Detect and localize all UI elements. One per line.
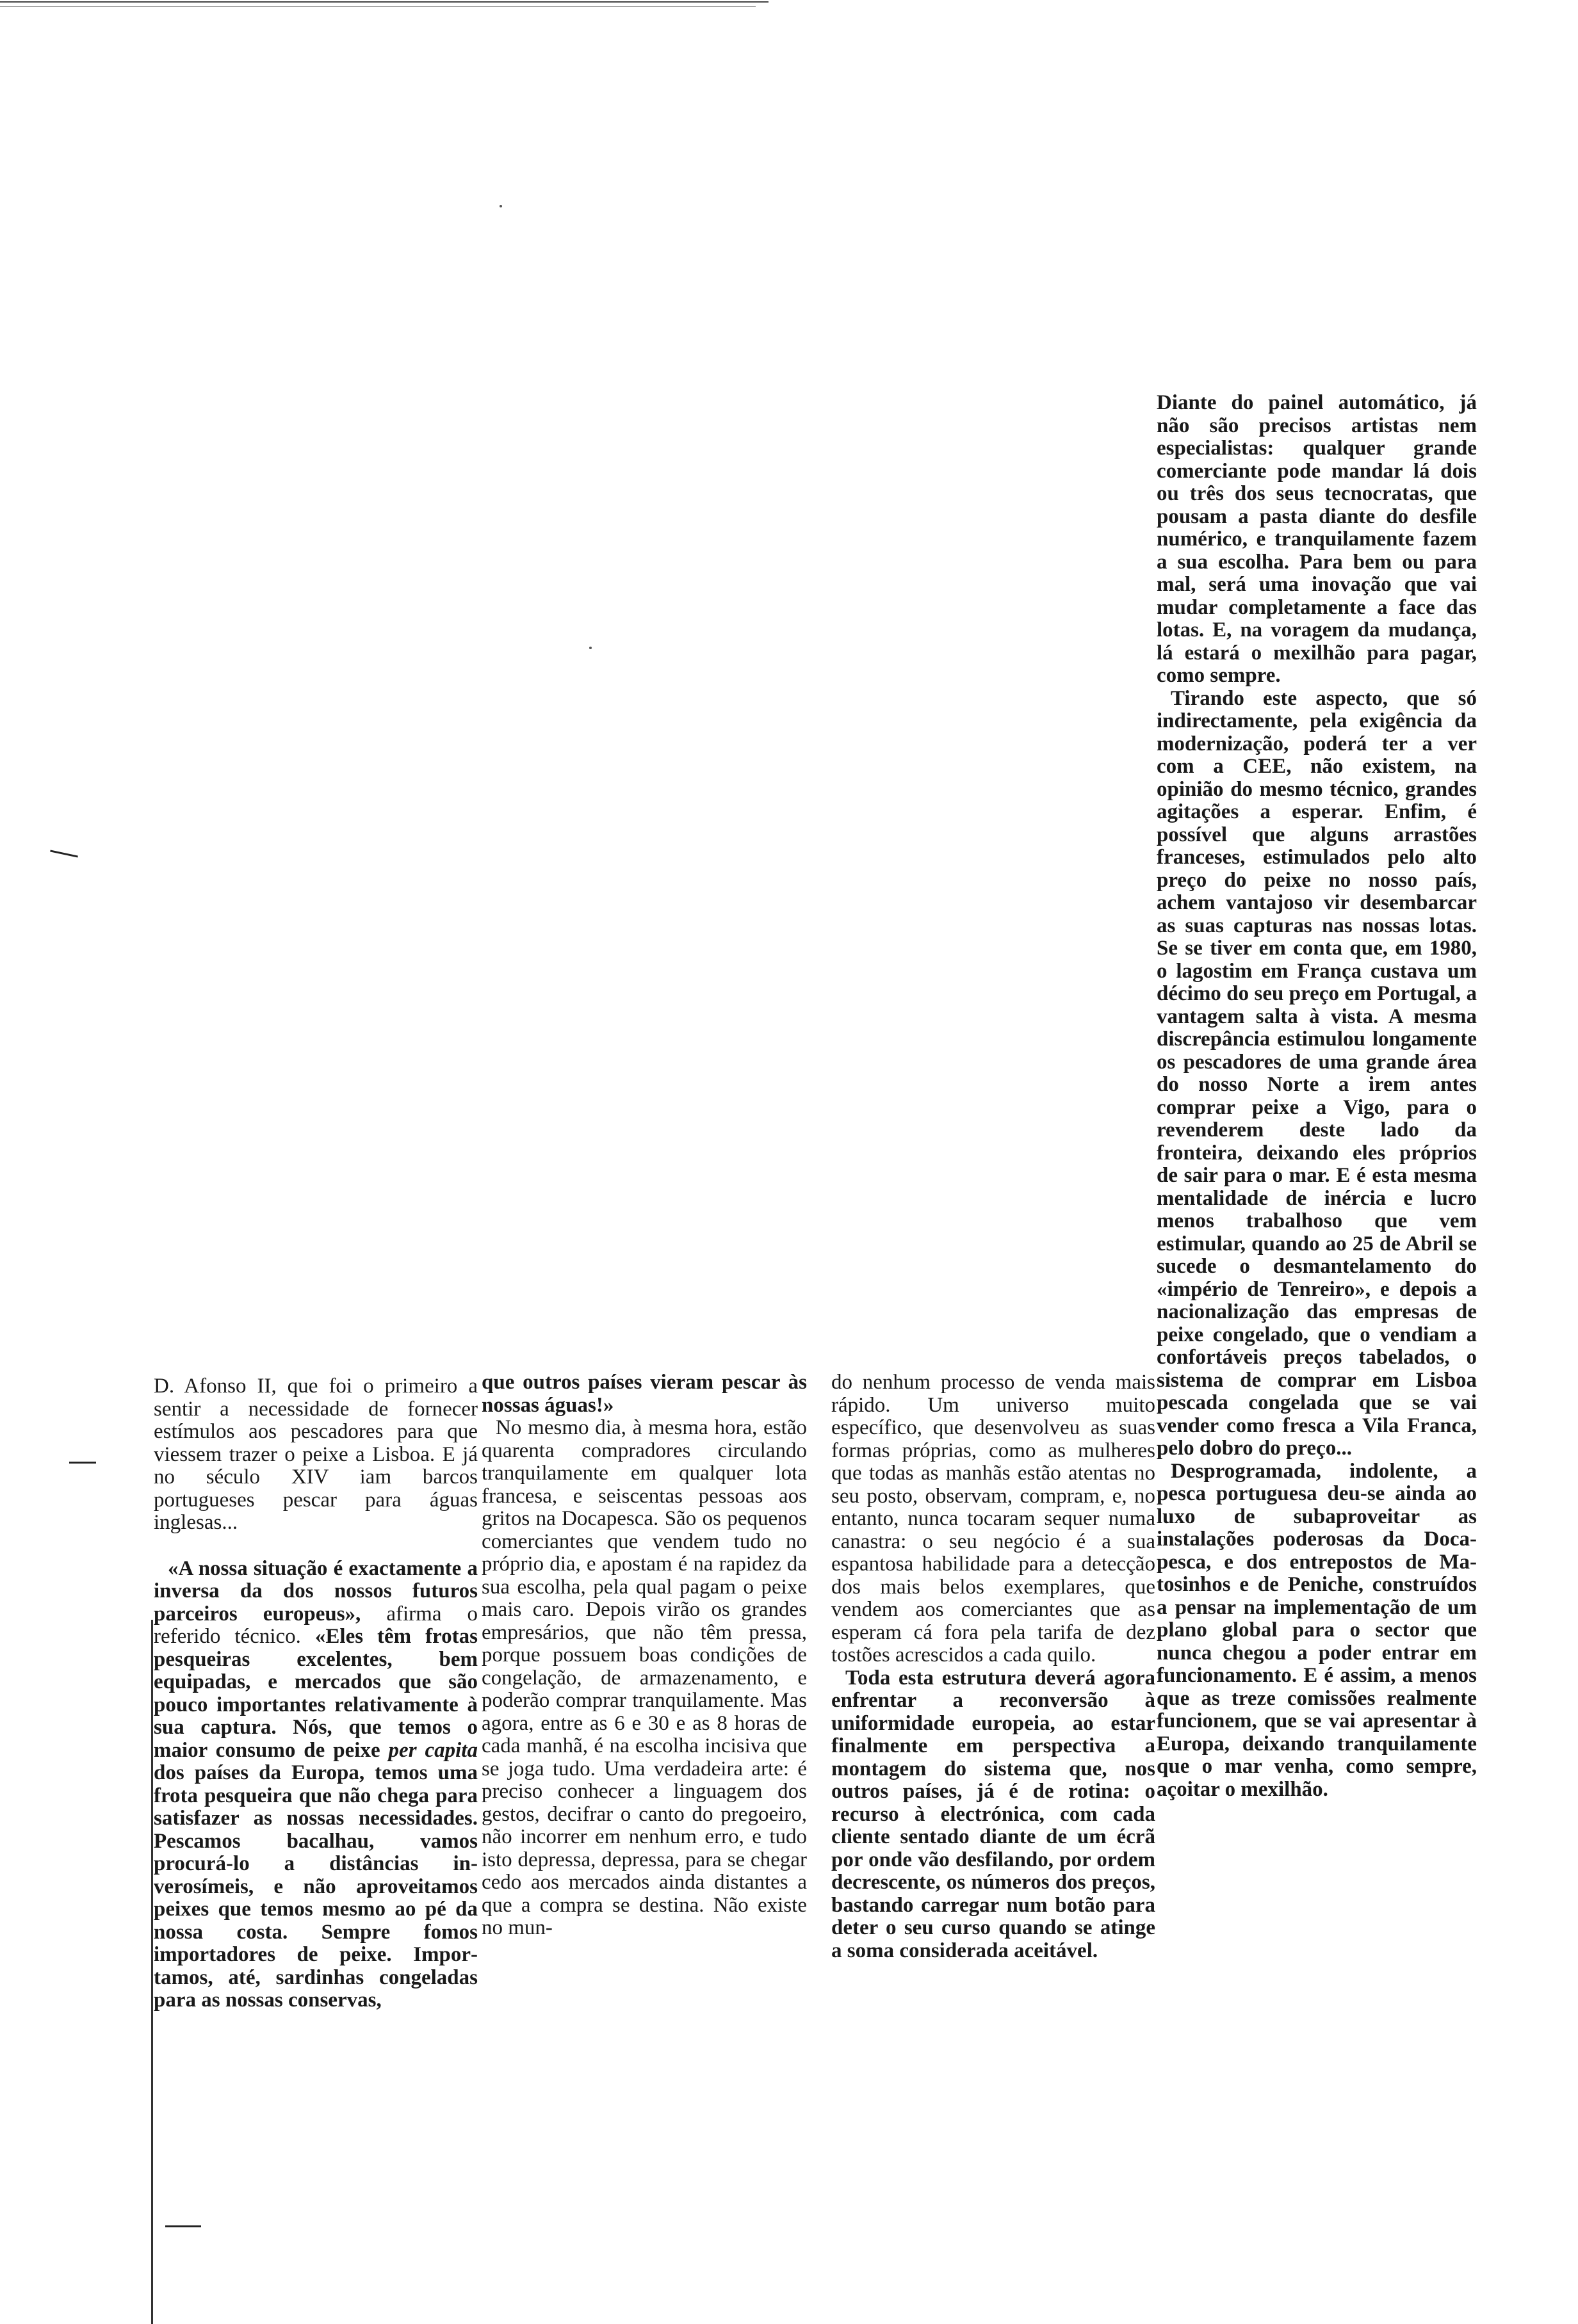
quote-italic: per capita bbox=[388, 1738, 478, 1762]
speck bbox=[500, 205, 502, 207]
article-column-3 bbox=[831, 1371, 1155, 1962]
paragraph: D. Afonso II, que foi o primeiro a sentir a necessidade de fornecer estímulos aos pescadores para que viessem trazer o peixe a Lisboa. E já no século XIV iam barcos portugueses pescar para águas inglesas... bbox=[154, 1375, 478, 1534]
margin-mark-3 bbox=[165, 2225, 201, 2227]
paragraph: Diante do painel automático, já não são precisos artistas nem especialistas: qualquer grande comerciante pode mandar lá dois ou três dos seus tecnocratas, que pousam a pasta diante do desfile numérico, e tranquilamente fazem a sua escolha. Para bem ou para mal, será uma inovação que vai mudar completamente a face das lotas. E, na voragem da mudança, lá estará o mexilhão para pagar, como sempre. bbox=[1157, 391, 1477, 687]
paragraph: Toda esta estrutura deverá agora enfrentar a reconversão à uniformidade europeia, ao estar finalmente em perspectiva a montagem do sistema que, nos outros países, já é de rotina: o recurso à electrónica, com cada cliente sentado diante de um écrã por onde vão desfilando, por ordem decrescente, os números dos preços, bastando carregar num botão para deter o seu curso quando se atinge a soma considerada aceitável. bbox=[831, 1666, 1155, 1962]
quote-text: dos países da Europa, temos uma frota pesqueira que não chega para satisfazer as nossas necessidades. Pescamos bacalhau, vamos procurá-lo a distâncias inverosímeis, e não aproveitamos peixes que temos mesmo ao pé da nossa costa. Sempre fomos importadores de peixe. Importamos, até, sardinhas congeladas para as nossas conservas, bbox=[154, 1761, 478, 2012]
paragraph: No mesmo dia, à mesma hora, estão quarenta compradores circulando tranquilamente em qualquer lota francesa, e seiscentas pessoas aos gritos na Docapesca. São os pequenos comerciantes que vendem tudo no próprio dia, e apostam é na rapidez da sua escolha, pela qual pagam o peixe mais caro. Depois virão os grandes empresários, que não têm pressa, porque possuem boas condições de congelação, de armazenamento, e poderão comprar tranquilamente. Mas agora, entre as 6 e 30 e as 8 horas de cada manhã, é na escolha incisiva que se joga tudo. Uma verdadeira arte: é preciso conhecer a linguagem dos gestos, decifrar o canto do pregoeiro, não incorrer em nenhum erro, e tudo isto depressa, depressa, para se chegar cedo aos mercados ainda distantes a que a compra se destina. Não existe no mun- bbox=[482, 1416, 807, 1939]
article-column-1 bbox=[154, 1375, 478, 2012]
paragraph: Desprogramada, indolente, a pesca portuguesa deu-se ainda ao luxo de subaproveitar as instalações poderosas da Docapesca, e dos entrepostos de Matosinhos e de Peniche, construídos a pensar na implementação de um plano global para o sector que nunca chegou a poder entrar em funcionamento. E é assim, a menos que as treze comissões realmente funcionem, que se vai apresentar à Europa, deixando tranquilamente que o mar venha, como sempre, açoitar o mexilhão. bbox=[1157, 1459, 1477, 1801]
speck bbox=[589, 647, 592, 649]
article-column-2 bbox=[482, 1371, 807, 1940]
paragraph: Tirando este aspecto, que só indirectamente, pela exigência da modernização, poderá ter a ver com a CEE, não existem, na opinião do mesmo técnico, grandes agitações a esperar. Enfim, é possível que alguns arrastões franceses, estimulados pelo alto preço do peixe no nosso país, achem vantajoso vir desembarcar as suas capturas nas nossas lotas. Se se tiver em conta que, em 1980, o lagostim em França custava um décimo do seu preço em Portugal, a vantagem salta à vista. A mesma discrepância estimulou longamente os pescadores de uma grande área do nosso Norte a irem antes comprar peixe a Vigo, para o revenderem deste lado da fronteira, deixando eles próprios de sair para o mar. E é esta mesma mentalidade de inércia e lucro menos trabalhoso que vem estimular, quando ao 25 de Abril se sucede o desmantelamento do «império de Tenreiro», e depois a nacionalização das empresas de peixe congelado, que o vendiam a confortáveis preços tabelados, o sistema de comprar em Lisboa pescada congelada que se vai vender como fresca a Vila Franca, pelo dobro do preço... bbox=[1157, 686, 1477, 1460]
paragraph: que outros países vieram pescar às nossas águas!» bbox=[482, 1371, 807, 1417]
article-column-4 bbox=[1157, 392, 1477, 1801]
margin-mark-1 bbox=[50, 850, 78, 857]
margin-mark-2 bbox=[69, 1462, 96, 1464]
paragraph: do nenhum processo de venda mais rápido. Um universo muito específico, que desenvolveu as suas formas próprias, como as mulheres que todas as manhãs estão atentas no seu posto, observam, compram, e, no entanto, nunca tocaram sequer numa canastra: o seu negócio é a sua espantosa habilidade para a detecção dos mais belos exemplares, que vendem aos comerciantes que as esperam cá fora pela tarifa de dez tostões acrescidos a cada quilo. bbox=[831, 1371, 1155, 1666]
margin-bar bbox=[151, 1620, 153, 2324]
quote-text: «Eles têm frotas pesqueiras excelentes, bem equipadas, e mercados que são pouco importantes relativamente à sua captura. Nós, que temos o maior consumo de peixe bbox=[154, 1625, 478, 1762]
quote-paragraph bbox=[154, 1558, 478, 2012]
quote-attribution: afirma o referido técnico. bbox=[154, 1602, 478, 1648]
page-top-rule bbox=[0, 1, 769, 3]
page-top-rule-thin bbox=[0, 6, 756, 7]
quote-text: «A nossa situação é exactamente a inversa da dos nossos futuros parceiros europeus», bbox=[154, 1556, 478, 1626]
